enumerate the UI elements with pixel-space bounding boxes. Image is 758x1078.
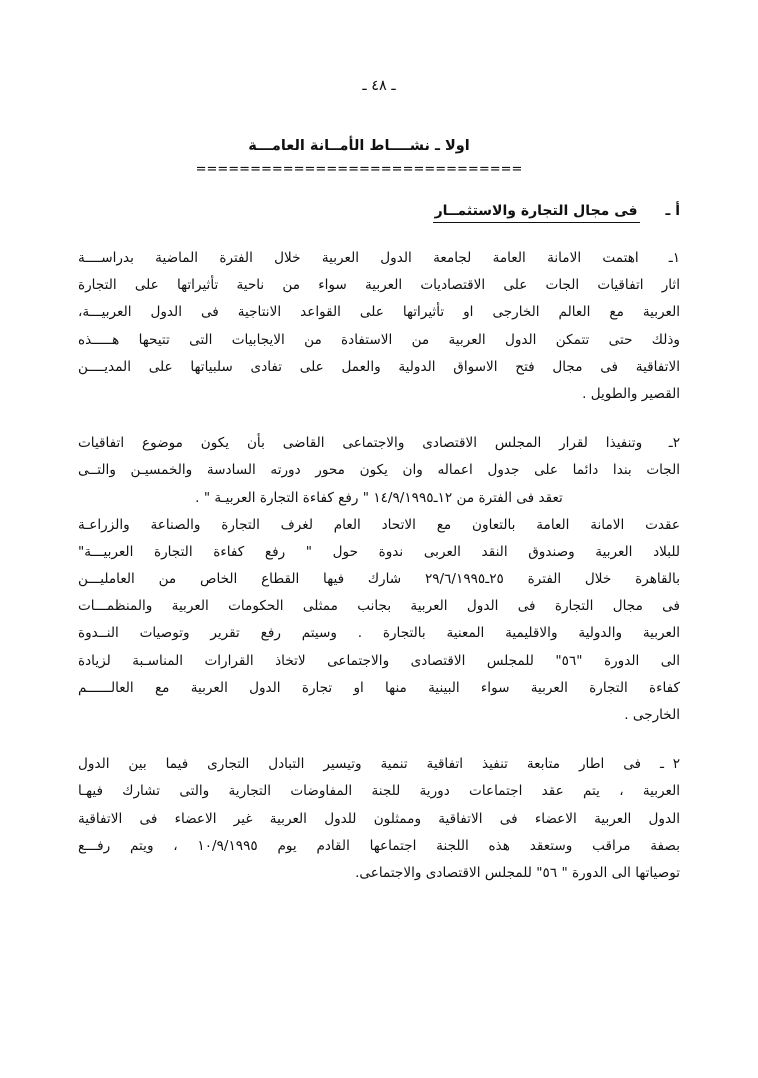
paragraph-line: القصير والطويل . bbox=[582, 385, 680, 402]
paragraph-line: الاتفاقية فى مجال فتح الاسواق الدولية والعمل على تفادى سلبياتها على المديــــن bbox=[78, 358, 680, 375]
paragraph-text: وتنفيذا لقرار المجلس الاقتصادى والاجتماعى القاضى بأن يكون موضوع اتفاقيات bbox=[78, 435, 643, 452]
paragraph-line: توصياتها الى الدورة " ٥٦" للمجلس الاقتصادى والاجتماعى. bbox=[355, 864, 680, 881]
heading-divider: ============================== bbox=[195, 162, 523, 177]
paragraph-line: العربية ، يتم عقد اجتماعات دورية للجنة المفاوضات التجارية والتى تشارك فيهـا bbox=[78, 783, 680, 800]
paragraph-line: الجات بندا دائما على جدول اعماله وان يكون محور دورته السادسة والخمسيـن والتــى bbox=[78, 462, 680, 479]
page-number: ـ ٤٨ ـ bbox=[362, 78, 396, 94]
paragraph-1 bbox=[78, 245, 680, 408]
paragraph-line bbox=[78, 430, 680, 457]
paragraph-line: بالقاهرة خلال الفترة ٢٥ـ٢٩/٦/١٩٩٥ شارك فيها القطاع الخاص من العامليـــن bbox=[78, 571, 680, 588]
paragraph-text: اهتمت الامانة العامة لجامعة الدول العربية خلال الفترة الماضية بدراســــة bbox=[78, 250, 639, 266]
paragraph-number: ٢ ـ bbox=[660, 756, 681, 773]
paragraph-2 bbox=[78, 430, 680, 729]
paragraph-line: فى مجال التجارة فى الدول العربية بجانب ممثلى الحكومات العربية والمنظمـــات bbox=[78, 598, 680, 615]
paragraph-line: اثار اتفاقيات الجات على الاقتصاديات العربية سواء من ناحية تأثيراتها على التجارة bbox=[78, 277, 680, 294]
paragraph-3 bbox=[78, 751, 680, 887]
paragraph-line: وذلك حتى تتمكن الدول العربية من الاستفادة من الايجابيات التى تتيحها هـــــذه bbox=[78, 331, 680, 348]
paragraph-line: الخارجى . bbox=[624, 707, 680, 723]
paragraph-line: للبلاد العربية وصندوق النقد العربى ندوة حول " رفع كفاءة التجارة العربيـــة" bbox=[78, 543, 680, 560]
paragraph-line: العربية مع العالم الخارجى او تأثيراتها على القواعد الانتاجية فى الدول العربيـــة، bbox=[78, 304, 680, 321]
paragraph-line bbox=[78, 751, 680, 778]
paragraph-line: الى الدورة "٥٦" للمجلس الاقتصادى والاجتماعى لاتخاذ القرارات المناسـبة لزيادة bbox=[78, 652, 680, 669]
paragraph-line: تعقد فى الفترة من ١٢ـ١٤/٩/١٩٩٥ " رفع كفاءة التجارة العربيـة " . bbox=[195, 489, 563, 506]
paragraph-line: بصفة مراقب وستعقد هذه اللجنة اجتماعها القادم يوم ١٠/٩/١٩٩٥ ، ويتم رفـــع bbox=[78, 837, 681, 854]
section-heading: اولا ـ نشــــاط الأمــانة العامـــة bbox=[248, 138, 470, 154]
subsection-title: فى مجال التجارة والاستثمــار bbox=[433, 203, 640, 223]
paragraph-line: الدول العربية الاعضاء فى الاتفاقية وممثلون للدول العربية غير الاعضاء فى الاتفاقية bbox=[78, 810, 680, 827]
paragraph-number: ١ـ bbox=[668, 250, 680, 266]
paragraph-number: ٢ـ bbox=[668, 435, 680, 452]
paragraph-line bbox=[78, 245, 680, 272]
paragraph-line: عقدت الامانة العامة بالتعاون مع الاتحاد العام لغرف التجارة والصناعة والزراعـة bbox=[78, 516, 680, 533]
subsection-marker: أ ـ bbox=[665, 203, 680, 219]
paragraph-line: العربية والدولية والاقليمية المعنية بالتجارة . وسيتم رفع تقرير وتوصيات النــدوة bbox=[78, 625, 680, 642]
subsection-header bbox=[78, 203, 680, 223]
paragraph-text: فى اطار متابعة تنفيذ اتفاقية تنمية وتيسير التبادل التجارى فيما بين الدول bbox=[78, 756, 642, 773]
paragraph-line: كفاءة التجارة العربية سواء البينية منها او تجارة الدول العربية مع العالــــــم bbox=[78, 679, 680, 696]
